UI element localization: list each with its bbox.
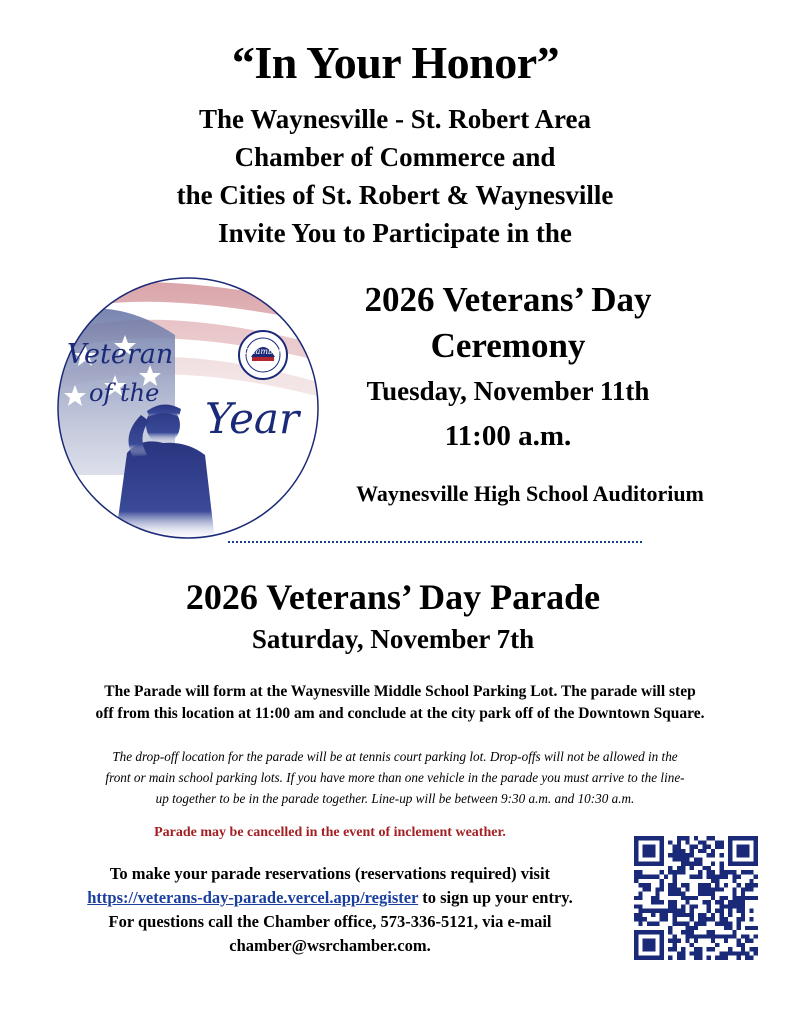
ceremony-title-line: Ceremony — [430, 326, 586, 365]
reservation-contact — [30, 862, 630, 958]
dotted-divider — [228, 541, 642, 543]
contact-line: For questions call the Chamber office, 573-336-5121, via e-mail — [108, 912, 552, 931]
intro-line: Invite You to Participate in the — [218, 218, 572, 248]
dropoff-line: front or main school parking lots. If you have more than one vehicle in the parade you must arrive to the line- — [105, 770, 685, 785]
contact-suffix: to sign up your entry. — [418, 888, 573, 907]
parade-formation-info — [30, 681, 770, 725]
ceremony-venue: Waynesville High School Auditorium — [356, 481, 704, 506]
chamber-seal-icon — [239, 331, 287, 379]
seal-text: Chamber — [244, 347, 282, 356]
logo-year-text: Year — [205, 394, 300, 443]
logo-veteran-text: Veteran — [67, 339, 174, 370]
ceremony-date: Tuesday, November 11th — [366, 376, 650, 406]
intro-line: the Cities of St. Robert & Waynesville — [176, 180, 614, 210]
parade-title: 2026 Veterans’ Day Parade — [185, 577, 601, 617]
dropoff-line: The drop-off location for the parade will be at tennis court parking lot. Drop-offs will not be allowed in the — [112, 749, 678, 764]
dropoff-instructions — [40, 746, 750, 809]
logo-of-the-text: of the — [89, 379, 160, 407]
registration-link[interactable]: https://veterans-day-parade.vercel.app/register — [87, 888, 419, 907]
parade-date: Saturday, November 7th — [251, 624, 535, 654]
flyer-title: “In Your Honor” — [231, 37, 560, 88]
qr-code-icon[interactable] — [634, 836, 758, 960]
contact-line: To make your parade reservations (reservations required) visit — [109, 864, 551, 883]
ceremony-title — [330, 277, 686, 369]
contact-email: chamber@wsrchamber.com. — [229, 936, 431, 955]
intro-line: The Waynesville - St. Robert Area — [199, 104, 591, 134]
parade-info-line: off from this location at 11:00 am and conclude at the city park off of the Downtown Square. — [95, 705, 705, 722]
dropoff-line: up together to be in the parade together. Line-up will be between 9:30 a.m. and 10:30 a.m. — [155, 791, 635, 806]
parade-info-line: The Parade will form at the Waynesville Middle School Parking Lot. The parade will step — [104, 683, 696, 700]
intro-line: Chamber of Commerce and — [234, 142, 556, 172]
veteran-of-the-year-logo — [55, 275, 321, 541]
ceremony-title-line: 2026 Veterans’ Day — [364, 280, 652, 319]
weather-notice: Parade may be cancelled in the event of inclement weather. — [154, 825, 506, 840]
invitation-intro — [80, 100, 710, 252]
contact-line — [30, 886, 630, 910]
ceremony-time: 11:00 a.m. — [444, 420, 572, 452]
